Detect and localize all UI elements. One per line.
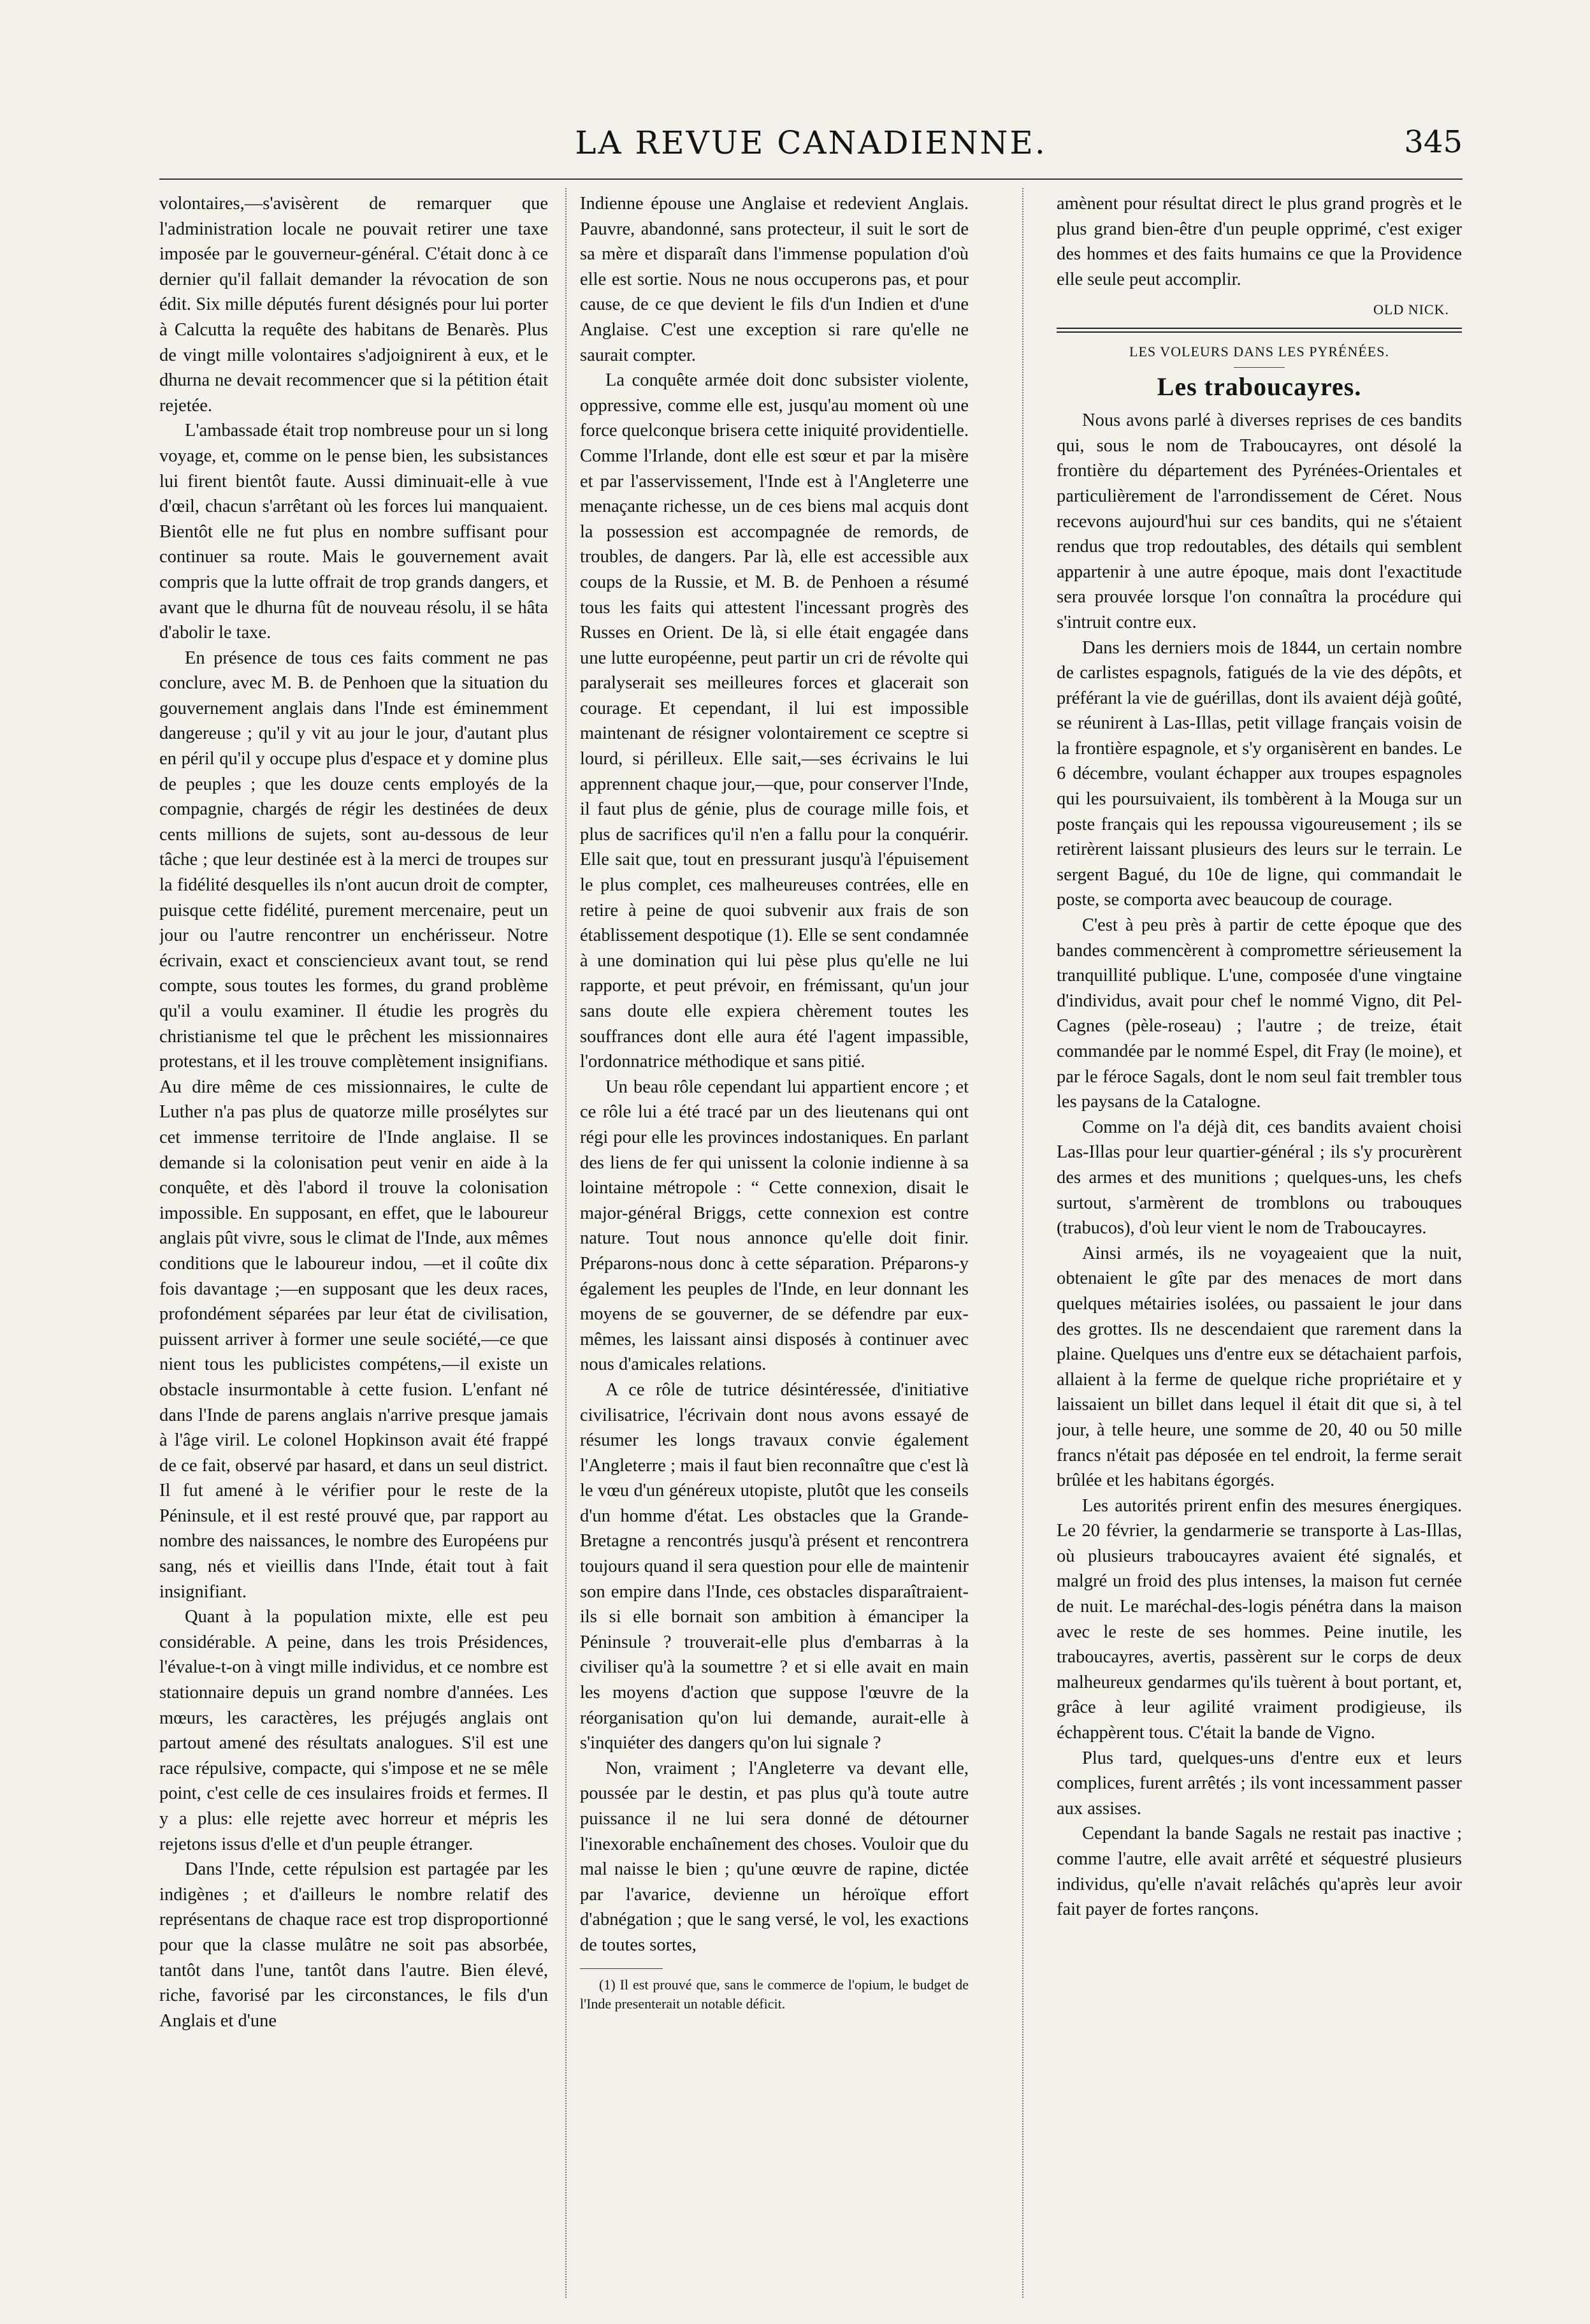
paragraph: C'est à peu près à partir de cette époque que des bandes commencèrent à compromettre sérieusement la tranquillité publique. L'une, composée d'une vingtaine d'individus, avait pour chef le nommé Vigno, dit Pel-Cagnes (pèle-roseau) ; l'autre ; de treize, était commandée par le nommé Espel, dit Fray (le moine), et par le féroce Sagals, dont le nom seul fait trembler tous les paysans de la Catalogne. [1057, 915, 1462, 1112]
paragraph: La conquête armée doit donc subsister violente, oppressive, comme elle est, jusqu'au moment où une force quelconque brisera cette iniquité providentielle. Comme l'Irlande, dont elle est sœur et par la misère et par l'asservissement, l'Inde est à l'Angleterre une menaçante richesse, un de ces biens mal acquis dont la possession est accompagnée de remords, de troubles, de dangers. Par là, elle est accessible aux coups de la Russie, et M. B. de Penhoen a résumé tous les faits qui attestent l'incessant progrès des Russes en Orient. De là, si elle était engagée dans une lutte européenne, peut partir un cri de révolte qui paralyserait ses meilleures forces et glacerait son courage. Et cependant, il lui est impossible maintenant de résigner volontairement ce sceptre si lourd, si périlleux. Elle sait,—ses écrivains le lui apprennent chaque jour,—que, pour conserver l'Inde, il faut plus de génie, plus de courage mille fois, et plus de sacrifices qu'il n'en a fallu pour la conquérir. Elle sait que, tout en pressurant jusqu'à l'épuisement le plus complet, ces malheureuses contrées, elle en retire à peine de quoi subvenir aux frais de son établissement despotique (1). Elle se sent condamnée à une domination qui lui pèse plus qu'elle ne lui rapporte, et peut prévoir, en frémissant, qu'un jour sans doute elle expiera chèrement toutes les souffrances dont elle aura été l'agent impassible, l'ordonnatrice méthodique et sans pitié. [580, 370, 969, 1072]
heading-rule [1234, 367, 1285, 368]
column-divider-2 [1022, 188, 1023, 2298]
column-divider-1 [565, 188, 567, 2298]
paragraph: Dans l'Inde, cette répulsion est partagée par les indigènes ; et d'ailleurs le nombre relatif des représentans de chaque race est trop disproportionné pour que la classe mulâtre ne soit pas absorbée, tantôt dans l'une, tantôt dans l'autre. Bien élevé, riche, favorisé par les circonstances, le fils d'un Anglais et d'une [159, 1859, 548, 2031]
page-number: 345 [1404, 124, 1463, 160]
paragraph: volontaires,—s'avisèrent de remarquer que l'administration locale ne pouvait retirer une taxe imposée par le gouverneur-général. C'était donc à ce dernier qu'il fallait demander la révocation de son édit. Six mille députés furent désignés pour lui porter à Calcutta la requête des habitans de Benarès. Plus de vingt mille volontaires s'adjoignirent à eux, et le dhurna ne devait recommencer que si la pétition était rejetée. [159, 194, 548, 416]
paragraph: Nous avons parlé à diverses reprises de ces bandits qui, sous le nom de Traboucayres, ont désolé la frontière du département des Pyrénées-Orientales et particulièrement de l'arrondissement de Céret. Nous recevons aujourd'hui sur ces bandits, qui ne s'étaient rendus que trop redoutables, des détails qui semblent appartenir à une autre époque, mais dont l'exactitude sera prouvée lorsque l'on connaîtra la procédure qui s'intruit contre eux. [1057, 410, 1462, 632]
paragraph: Dans les derniers mois de 1844, un certain nombre de carlistes espagnols, fatigués de la vie des dépôts, et préférant la vie de guérillas, dont ils avaient déjà goûté, se réunirent à Las-Illas, petit village français voisin de la frontière espagnole, et s'y organisèrent en bandes. Le 6 décembre, voulant échapper aux troupes espagnoles qui les poursuivaient, ils tombèrent à la Mouga sur un poste français qui les repoussa vigoureusement ; ils se retirèrent laissant plusieurs des leurs sur le terrain. Le sergent Bagué, du 10e de ligne, qui commandait le poste, se comporta avec beaucoup de courage. [1057, 637, 1462, 910]
paragraph: Comme on l'a déjà dit, ces bandits avaient choisi Las-Illas pour leur quartier-général ; ils s'y procurèrent des armes et des munitions ; quelques-uns, les chefs surtout, s'armèrent de tromblons ou trabouques (trabucos), d'où leur vient le nom de Traboucayres. [1057, 1117, 1462, 1238]
footnote: (1) Il est prouvé que, sans le commerce de l'opium, le budget de l'Inde presenterait un notable déficit. [580, 1976, 969, 2012]
footnote-rule [580, 1968, 663, 1969]
column-3 [1057, 191, 1462, 2295]
paragraph: amènent pour résultat direct le plus grand progrès et le plus grand bien-être d'un peuple opprimé, c'est exiger des hommes et des faits humains ce que la Providence elle seule peut accomplir. [1057, 194, 1462, 289]
paragraph: Quant à la population mixte, elle est peu considérable. A peine, dans les trois Présidences, l'évalue-t-on à vingt mille individus, et ce nombre est stationnaire depuis un grand nombre d'années. Les mœurs, les caractères, les préjugés anglais ont partout amené des résultats analogues. S'il est une race répulsive, compacte, qui s'impose et ne se mêle point, c'est celle de ces insulaires froids et fermes. Il y a plus: elle rejette avec horreur et mépris les rejetons issus d'elle et d'un peuple étranger. [159, 1607, 548, 1854]
author-signature: OLD NICK. [1373, 301, 1449, 318]
section-heading: LES VOLEURS DANS LES PYRÉNÉES. [1129, 343, 1389, 359]
paragraph: Indienne épouse une Anglaise et redevient Anglais. Pauvre, abandonné, sans protecteur, il suit le sort de sa mère et disparaît dans l'immense population d'où elle est sortie. Nous ne nous occuperons pas, et pour cause, de ce que devient le fils d'un Indien et d'une Anglaise. C'est une exception si rare qu'elle ne saurait compter. [580, 194, 969, 365]
column-2 [580, 191, 969, 2295]
page-header [159, 124, 1463, 169]
column-1 [159, 191, 548, 2295]
article-title: Les traboucayres. [1157, 372, 1362, 401]
journal-title: LA REVUE CANADIENNE. [575, 124, 1047, 161]
paragraph: Non, vraiment ; l'Angleterre va devant elle, poussée par le destin, et pas plus qu'à toute autre puissance il ne lui sera donné de détourner l'inexorable enchaînement des choses. Vouloir que du mal naisse le bien ; qu'une œuvre de rapine, dictée par l'avarice, devienne un héroïque effort d'abnégation ; que le sang versé, le vol, les exactions de toutes sortes, [580, 1758, 969, 1955]
paragraph: En présence de tous ces faits comment ne pas conclure, avec M. B. de Penhoen que la situation du gouvernement anglais dans l'Inde est éminemment dangereuse ; qu'il y vit au jour le jour, d'autant plus en péril qu'il y occupe plus d'espace et y domine plus de peuples ; que les douze cents employés de la compagnie, chargés de régir les destinées de deux cents millions de sujets, sont au-dessous de leur tâche ; que leur destinée est à la merci de troupes sur la fidélité desquelles ils n'ont aucun droit de compter, puisque cette fidélité, purement mercenaire, peut un jour ou l'autre rencontrer un enchérisseur. Notre écrivain, exact et consciencieux avant tout, se rend compte, sous toutes les formes, du grand problème qu'il a voulu examiner. Il étudie les progrès du christianisme tel que le prêchent les missionnaires protestans, et il les trouve complètement insignifians. Au dire même de ces missionnaires, le culte de Luther n'a pas plus de quatorze mille prosélytes sur cet immense territoire de l'Inde anglaise. Il se demande si la colonisation peut venir en aide à la conquête, et dès l'abord il trouve la colonisation impossible. En supposant, en effet, que le laboureur anglais pût vivre, sous le climat de l'Inde, aux mêmes conditions que le laboureur indou, —et il coûte dix fois davantage ;—en supposant que les deux races, profondément séparées par leur état de civilisation, puissent arriver à former une seule société,—ce que nient tous les publicistes compétens,—il existe un obstacle insurmontable à cette fusion. L'enfant né dans l'Inde de parens anglais n'arrive presque jamais à l'âge viril. Le colonel Hopkinson avait été frappé de ce fait, observé par hasard, et dans un seul district. Il fut amené à le vérifier pour le reste de la Péninsule, et il est resté prouvé que, par rapport au nombre des naissances, le nombre des Européens pur sang, nés et vieillis dans l'Inde, était tout à fait insignifiant. [159, 648, 548, 1602]
paragraph: Un beau rôle cependant lui appartient encore ; et ce rôle lui a été tracé par un des lieutenans qui ont régi pour elle les provinces indostaniques. En parlant des liens de fer qui unissent la colonie indienne à sa lointaine métropole : “ Cette connexion, disait le major-général Briggs, cette connexion est contre nature. Tout nous annonce qu'elle doit finir. Préparons-nous donc à cette séparation. Préparons-y également les peuples de l'Inde, en leur donnant les moyens de se gouverner, de se défendre par eux-mêmes, les laissant ainsi disposés à continuer avec nous d'amicales relations. [580, 1077, 969, 1375]
paragraph: Plus tard, quelques-uns d'entre eux et leurs complices, furent arrêtés ; ils vont incessamment passer aux assises. [1057, 1748, 1462, 1819]
paragraph: Les autorités prirent enfin des mesures énergiques. Le 20 février, la gendarmerie se transporte à Las-Illas, où plusieurs traboucayres avaient été signalés, et malgré un froid des plus intenses, la maison fut cernée de nuit. Le maréchal-des-logis pénétra dans la maison avec le reste de ses hommes. Peine inutile, les traboucayres, avertis, passèrent sur le corps de deux malheureux gendarmes qu'ils tuèrent à bout portant, et, grâce à leur agilité vraiment prodigieuse, ils échappèrent tous. C'était la bande de Vigno. [1057, 1495, 1462, 1743]
section-separator [1057, 328, 1462, 333]
paragraph: L'ambassade était trop nombreuse pour un si long voyage, et, comme on le pense bien, les subsistances lui firent bientôt faute. Aussi diminuait-elle à vue d'œil, chacun s'arrêtant où les forces lui manquaient. Bientôt elle ne fut plus en nombre suffisant pour continuer sa route. Mais le gouvernement avait compris que la lutte offrait de trop grands dangers, et avant que le dhurna fût de nouveau résolu, il se hâta d'abolir le taxe. [159, 421, 548, 643]
paragraph: A ce rôle de tutrice désintéressée, d'initiative civilisatrice, l'écrivain dont nous avons essayé de résumer les longs travaux convie également l'Angleterre ; mais il faut bien reconnaître que c'est là le vœu d'un généreux utopiste, plutôt que les conseils d'un homme d'état. Les obstacles que la Grande-Bretagne a rencontrés jusqu'à présent et rencontrera toujours quand il sera question pour elle de maintenir son empire dans l'Inde, ces obstacles disparaîtraient-ils si elle bornait son ambition à émanciper la Péninsule ? trouverait-elle plus d'embarras à la civiliser qu'à la soumettre ? et si elle avait en main les moyens d'action que suppose l'œuvre de la réorganisation qu'on lui demande, aurait-elle à s'inquiéter des dangers qu'on lui signale ? [580, 1379, 969, 1754]
paragraph: Cependant la bande Sagals ne restait pas inactive ; comme l'autre, elle avait arrêté et séquestré plusieurs individus, qu'elle n'avait relâchés qu'après leur avoir fait payer de fortes rançons. [1057, 1824, 1462, 1920]
paragraph: Ainsi armés, ils ne voyageaient que la nuit, obtenaient le gîte par des menaces de mort dans quelques métairies isolées, ou passaient le jour dans des grottes. Ils ne descendaient que rarement dans la plaine. Quelques uns d'entre eux se détachaient parfois, allaient à la ferme de quelque riche propriétaire et y laissaient un billet dans lequel il était dit que si, à tel jour, à telle heure, une somme de 20, 40 ou 50 mille francs n'était pas déposée en tel endroit, la ferme serait brûlée et les habitans égorgés. [1057, 1243, 1462, 1491]
header-rule [159, 178, 1463, 180]
